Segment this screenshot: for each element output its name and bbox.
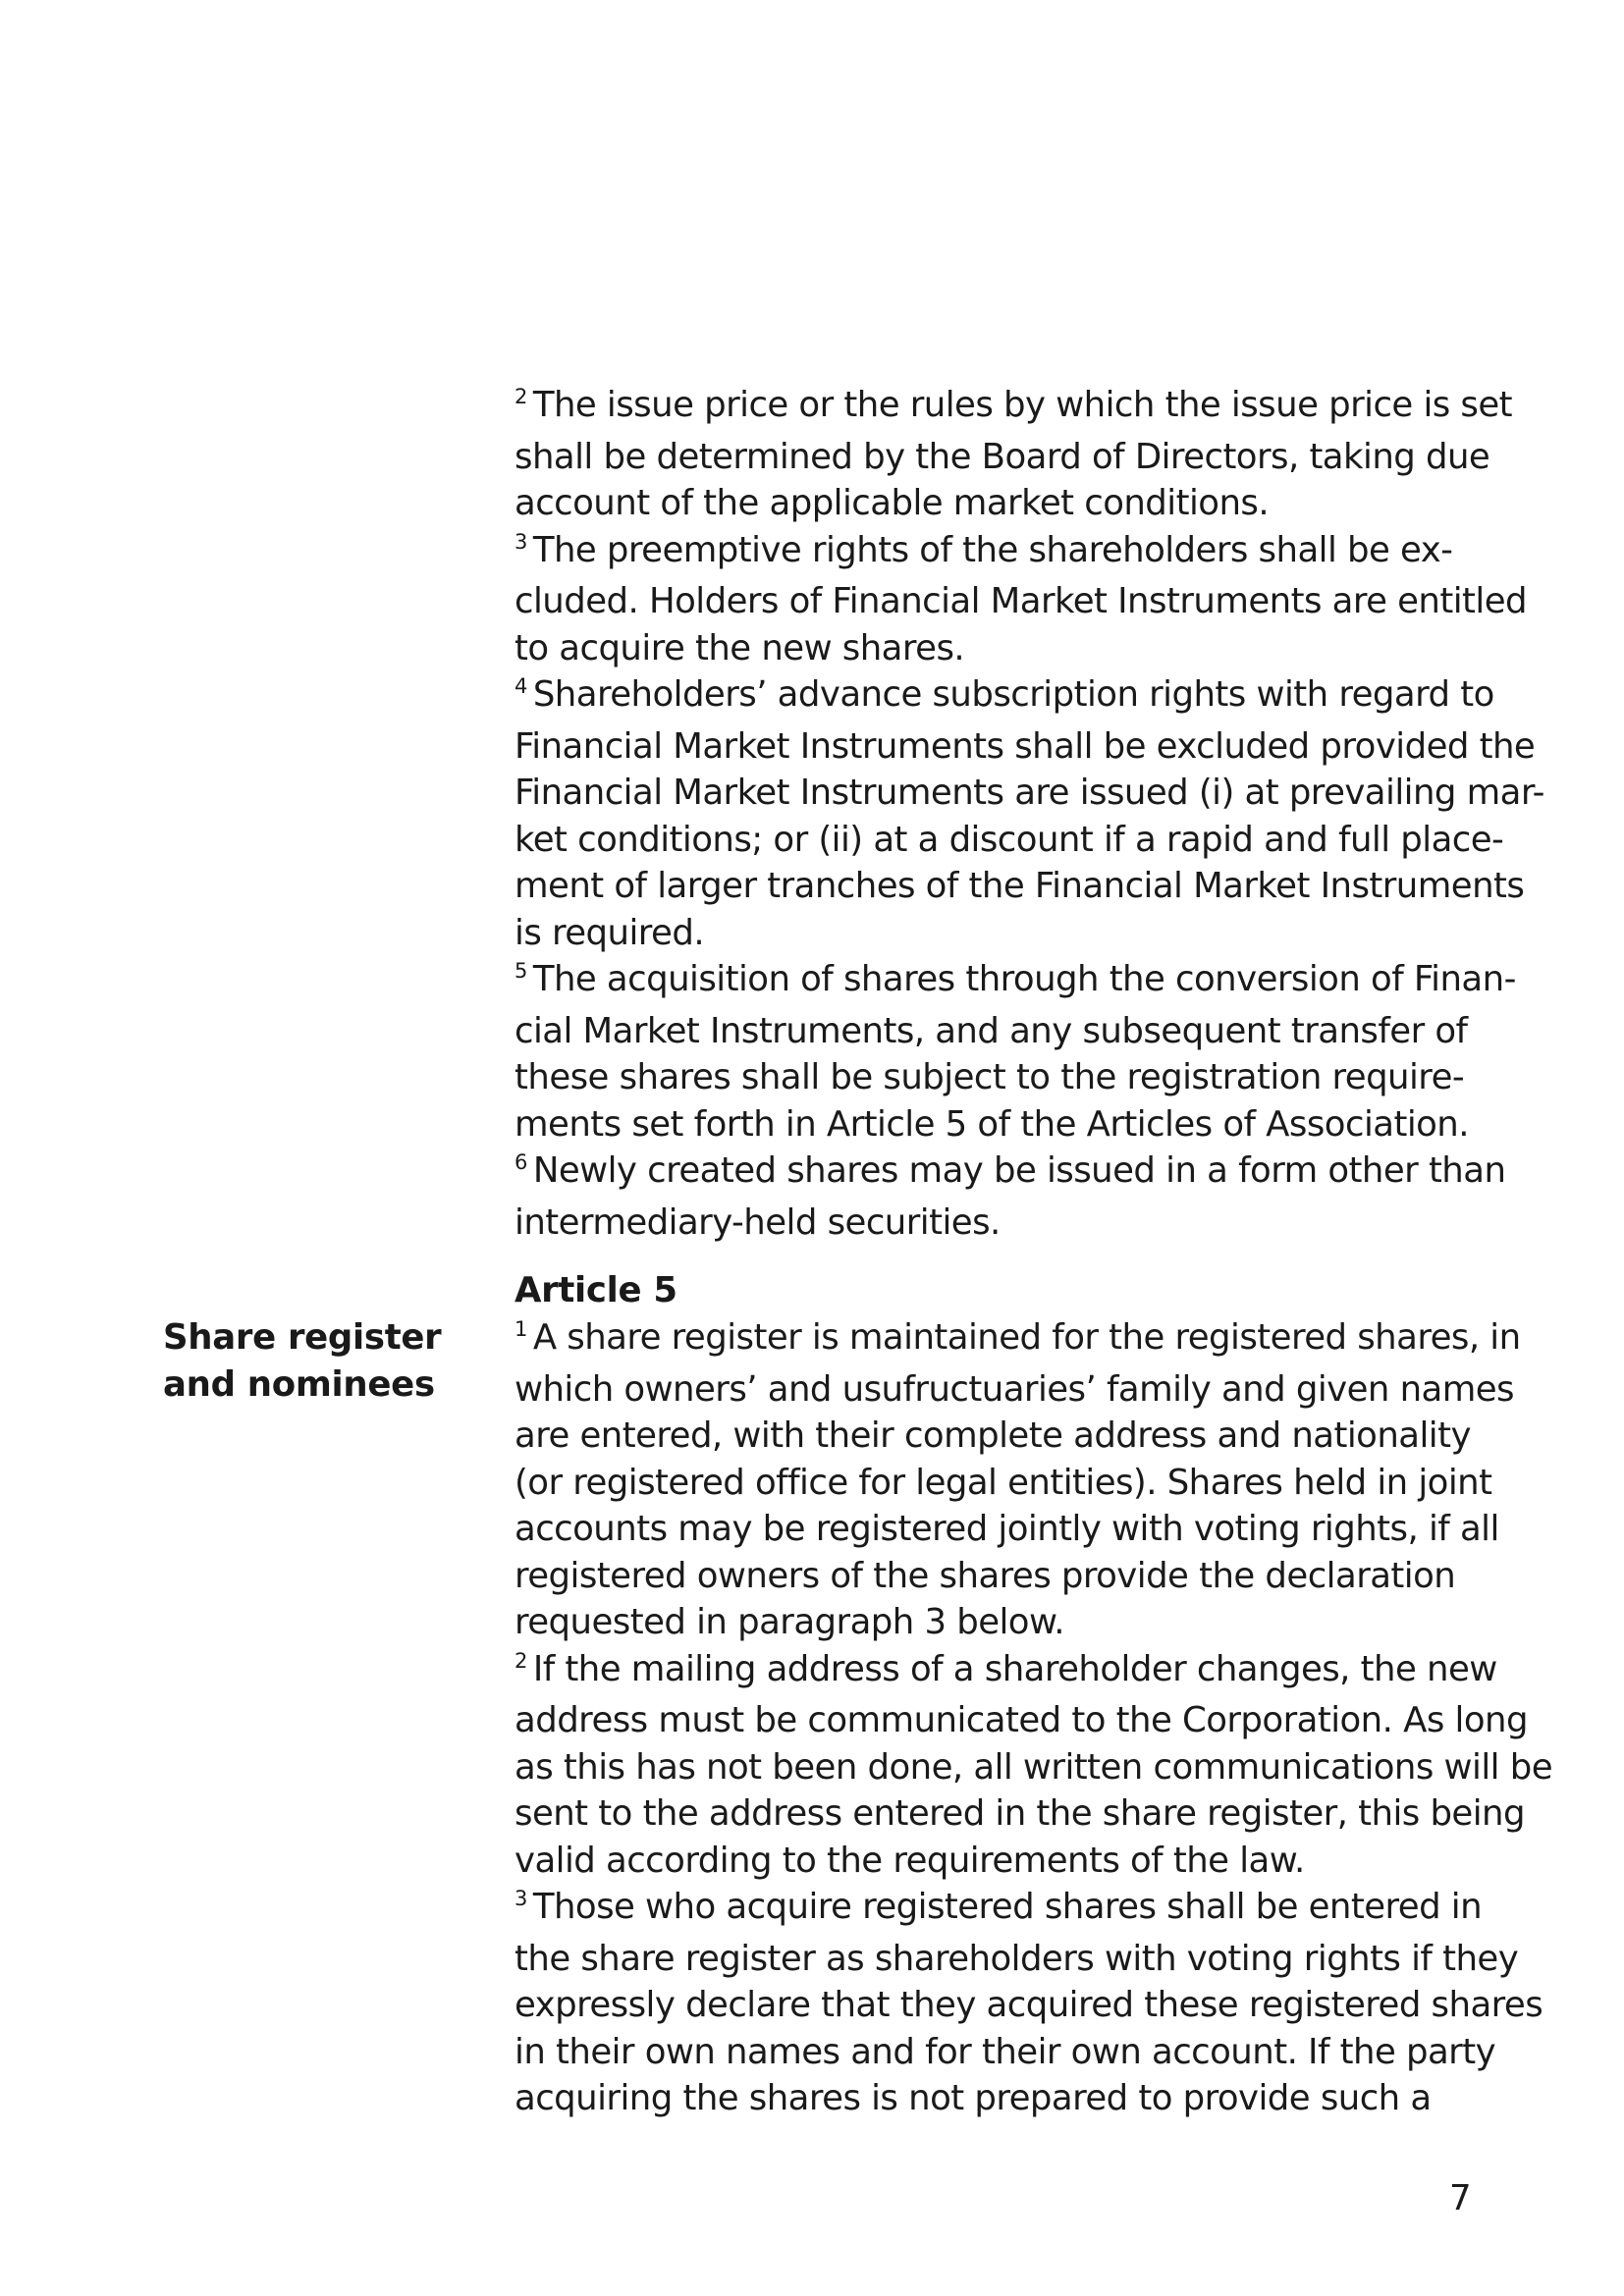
margin-section-title	[163, 1314, 477, 1408]
text-line: $^3$ The preemptive rights of the shareholders shall be ex-	[514, 529, 1453, 570]
text-line: $^1$ A share register is maintained for the registered shares, in	[514, 1317, 1521, 1358]
text-line: $^5$ The acquisition of shares through the conversion of Finan-	[514, 959, 1516, 999]
text-line: $^4$ Shareholders’ advance subscription rights with regard to	[514, 674, 1494, 715]
paragraph-number: 3	[514, 1887, 527, 1910]
text-line: $^2$ If the mailing address of a shareholder changes, the new	[514, 1648, 1497, 1689]
text-line: Financial Market Instruments shall be excluded provided the	[514, 725, 1536, 767]
text-line: acquiring the shares is not prepared to provide such a	[514, 2078, 1432, 2118]
text-line: the share register as shareholders with voting rights if they	[514, 1938, 1519, 1979]
text-line: Financial Market Instruments are issued (i) at prevailing mar-	[514, 773, 1544, 813]
text-line: ket conditions; or (ii) at a discount if a rapid and full place-	[514, 819, 1504, 860]
text-line: cial Market Instruments, and any subsequent transfer of	[514, 1010, 1468, 1051]
text-line: shall be determined by the Board of Directors, taking due	[514, 436, 1490, 477]
text-line: which owners’ and usufructuaries’ family and given names	[514, 1368, 1514, 1410]
paragraph-number: 4	[514, 674, 527, 698]
paragraph-number: 5	[514, 959, 527, 983]
margin-title-line: Share register	[163, 1317, 442, 1358]
text-line: is required.	[514, 912, 705, 953]
text-line: requested in paragraph 3 below.	[514, 1602, 1064, 1642]
text-line: cluded. Holders of Financial Market Instruments are entitled	[514, 581, 1528, 621]
paragraph-number: 2	[514, 1648, 527, 1673]
text-line: ments set forth in Article 5 of the Articles of Association.	[514, 1103, 1469, 1145]
text-line: account of the applicable market conditions.	[514, 483, 1270, 523]
text-line: $^6$ Newly created shares may be issued in a form other than	[514, 1150, 1506, 1191]
article-heading: Article 5	[514, 1270, 677, 1310]
text-line: sent to the address entered in the share register, this being	[514, 1793, 1525, 1834]
text-line: (or registered office for legal entities). Shares held in joint	[514, 1462, 1492, 1503]
paragraph-number: 2	[514, 385, 527, 408]
paragraph-number: 6	[514, 1150, 527, 1174]
text-line: accounts may be registered jointly with voting rights, if all	[514, 1509, 1499, 1549]
margin-title-line: and nominees	[163, 1363, 435, 1405]
text-line: $^3$ Those who acquire registered shares shall be entered in	[514, 1887, 1483, 1927]
article-body	[514, 1314, 1552, 2122]
previous-article-text	[514, 382, 1544, 1246]
text-line: intermediary-held securities.	[514, 1201, 1001, 1243]
text-line: these shares shall be subject to the registration require-	[514, 1057, 1465, 1097]
text-line: as this has not been done, all written communications will be	[514, 1746, 1552, 1788]
text-line: valid according to the requirements of the law.	[514, 1840, 1305, 1881]
text-line: ment of larger tranches of the Financial Market Instruments	[514, 866, 1525, 906]
text-line: expressly declare that they acquired these registered shares	[514, 1985, 1543, 2025]
paragraph-number: 3	[514, 529, 527, 554]
text-line: to acquire the new shares.	[514, 627, 965, 668]
paragraph-number: 1	[514, 1317, 527, 1341]
text-line: in their own names and for their own account. If the party	[514, 2031, 1496, 2072]
text-line: address must be communicated to the Corporation. As long	[514, 1700, 1528, 1740]
page-number: 7	[1449, 2178, 1472, 2218]
text-line: are entered, with their complete address and nationality	[514, 1415, 1471, 1456]
text-line: registered owners of the shares provide the declaration	[514, 1555, 1456, 1596]
text-line: $^2$ The issue price or the rules by which the issue price is set	[514, 385, 1513, 425]
